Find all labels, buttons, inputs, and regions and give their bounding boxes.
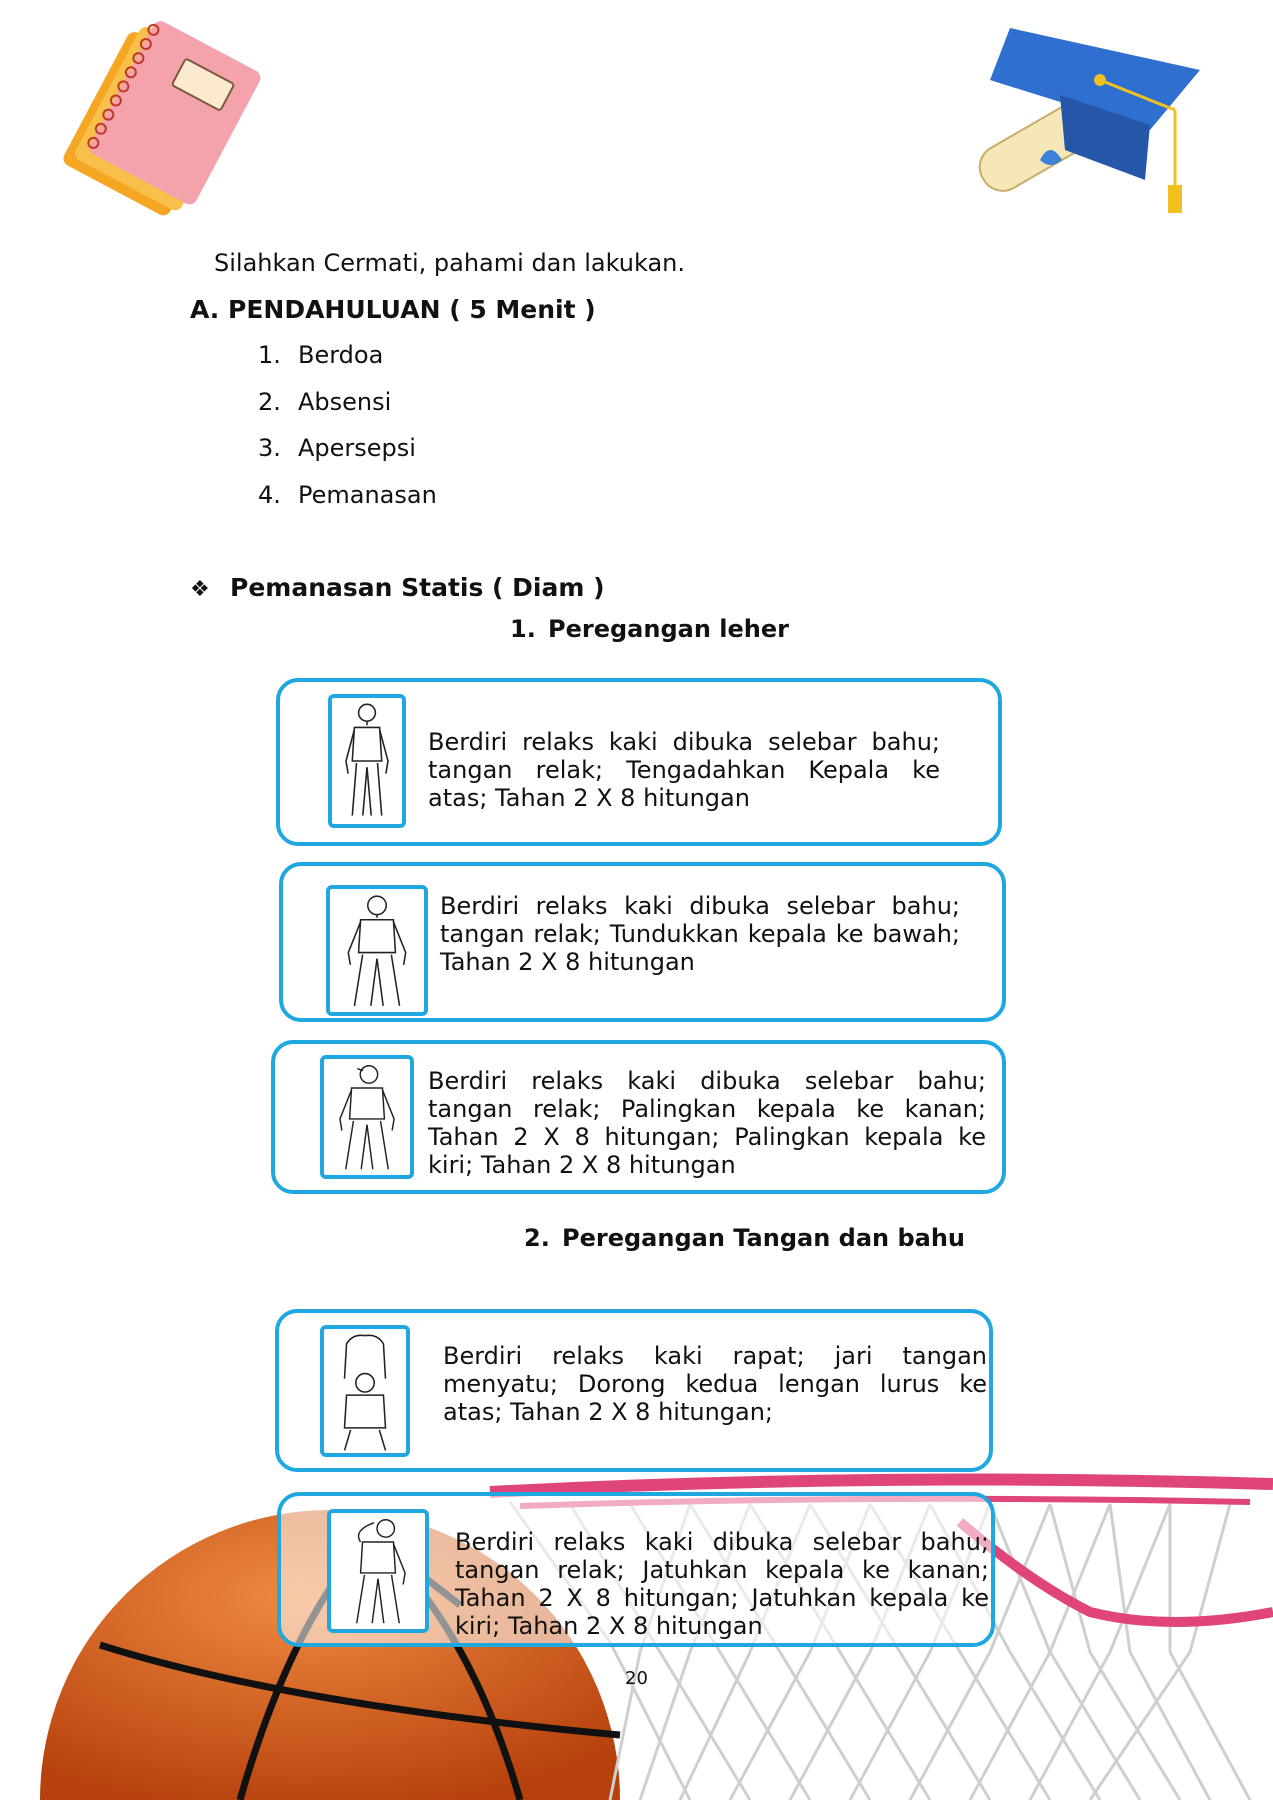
card-text: Berdiri relaks kaki dibuka selebar bahu; tangan relak; Jatuhkan kepala ke kanan; Tahan 2 X 8 hitungan; Jatuhkan kepala ke kiri; Tahan 2 X 8 hitungan (455, 1528, 989, 1640)
list-item: 2. Absensi (258, 387, 392, 416)
section-a-title: PENDAHULUAN ( 5 Menit ) (228, 295, 596, 324)
figure-standing-icon (328, 694, 406, 828)
warmup-heading: ❖ Pemanasan Statis ( Diam ) (190, 573, 605, 602)
steps-list (258, 338, 437, 524)
notebook-icon (40, 12, 270, 242)
figure-standing-icon (326, 885, 428, 1016)
card-text: Berdiri relaks kaki dibuka selebar bahu; tangan relak; Tundukkan kepala ke bawah; Tahan 2 X 8 hitungan (440, 892, 960, 976)
card-text: Berdiri relaks kaki dibuka selebar bahu; tangan relak; Tengadahkan Kepala ke atas; Tahan 2 X 8 hitungan (428, 728, 940, 812)
figure-standing-icon (320, 1055, 414, 1179)
section-a-letter: A. (190, 295, 220, 324)
card-text: Berdiri relaks kaki rapat; jari tangan menyatu; Dorong kedua lengan lurus ke atas; Tahan 2 X 8 hitungan; (443, 1342, 987, 1426)
list-item: 1. Berdoa (258, 341, 384, 369)
card-text: Berdiri relaks kaki dibuka selebar bahu; tangan relak; Palingkan kepala ke kanan; Tahan 2 X 8 hitungan; Palingkan kepala ke kiri; Tahan 2 X 8 hitungan (428, 1067, 986, 1179)
subheading-arm-shoulder-stretch: 2. Peregangan Tangan dan bahu (524, 1224, 965, 1252)
section-a-heading (190, 295, 596, 324)
diamond-bullet-icon: ❖ (190, 577, 210, 602)
intro-text: Silahkan Cermati, pahami dan lakukan. (214, 249, 685, 277)
subheading-neck-stretch: 1. Peregangan leher (510, 615, 789, 643)
graduation-cap-icon (970, 20, 1235, 235)
page-number: 20 (625, 1668, 648, 1689)
list-item: 3. Apersepsi (258, 434, 416, 462)
list-item: 4. Pemanasan (258, 480, 437, 509)
figure-arms-up-icon (320, 1325, 410, 1457)
figure-head-tilt-icon (327, 1509, 429, 1633)
